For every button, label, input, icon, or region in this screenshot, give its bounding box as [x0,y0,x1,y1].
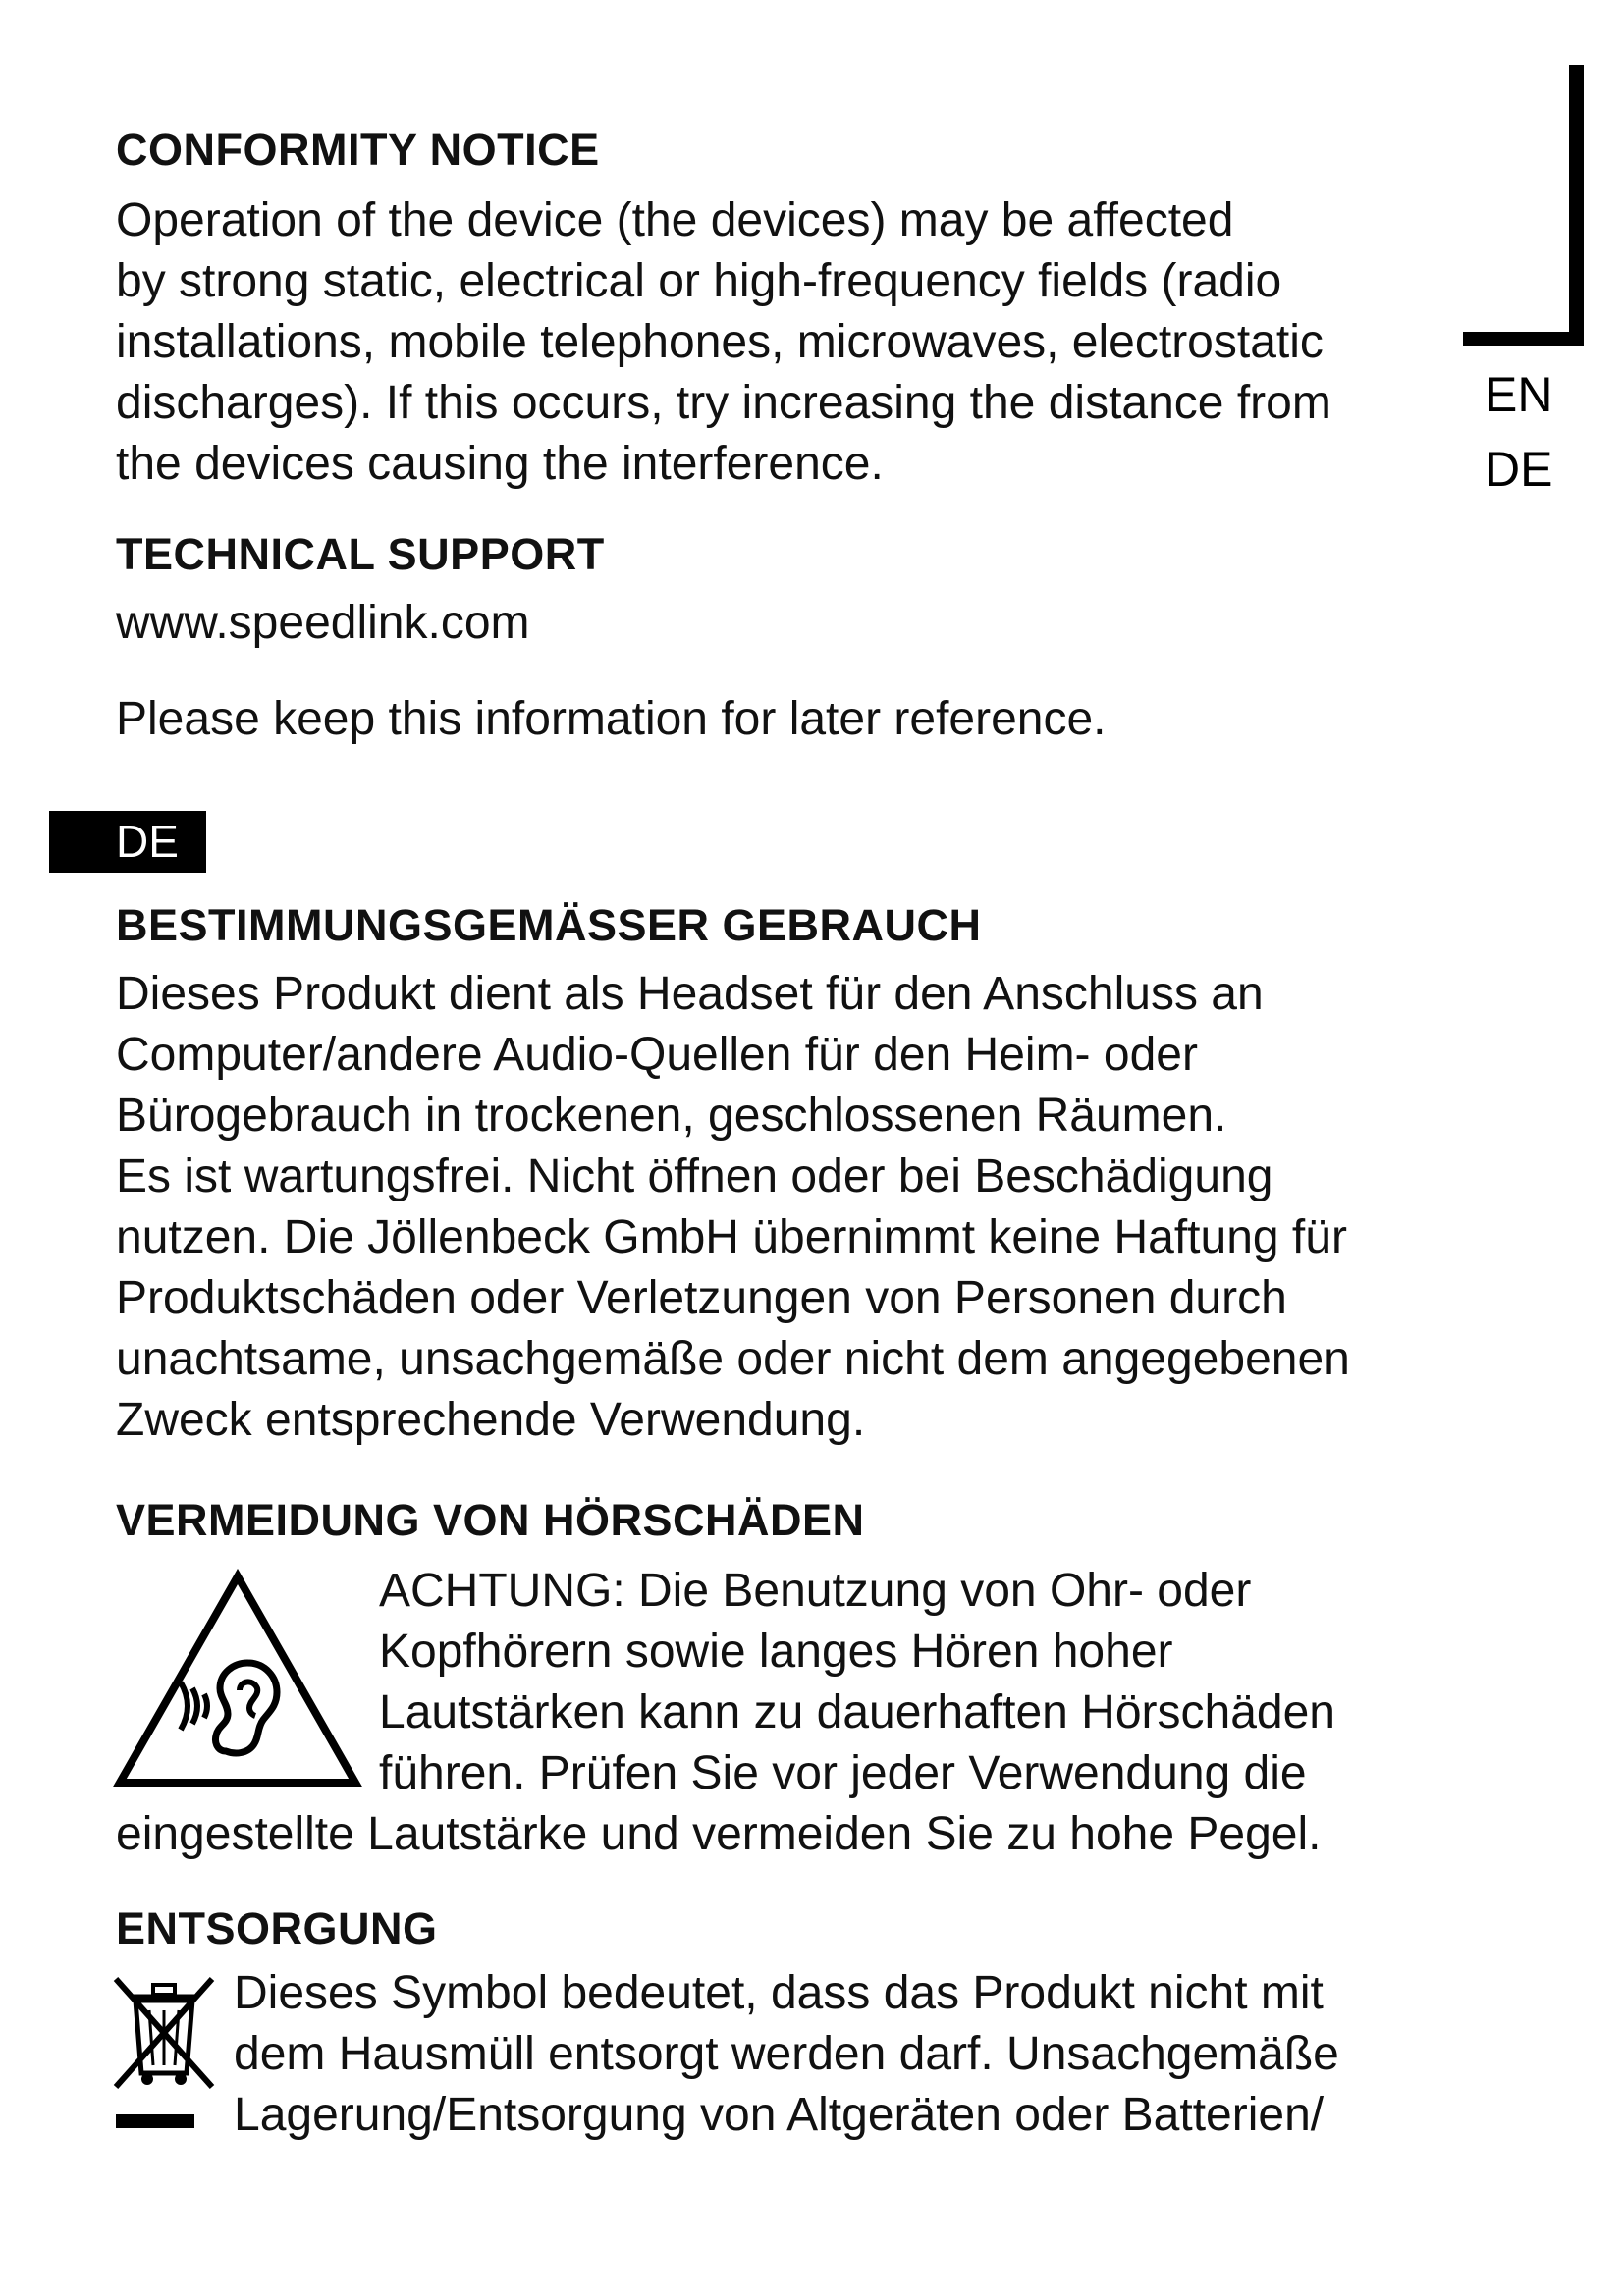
text-line: the devices causing the interference. [116,438,884,490]
side-lang-de: DE [1485,442,1553,497]
corner-marker-vertical [1569,65,1584,346]
text-line: Dieses Symbol bedeutet, dass das Produkt nicht mit [234,1967,1324,2019]
language-badge-de: DE [49,811,206,873]
text-line: installations, mobile telephones, microwaves, electrostatic [116,316,1324,368]
text-line: Operation of the device (the devices) may be affected [116,194,1234,246]
hearing-warning-icon [110,1569,365,1790]
disposal-heading: ENTSORGUNG [116,1903,438,1953]
conformity-heading: CONFORMITY NOTICE [116,125,600,175]
keep-note: Please keep this information for later reference. [116,693,1107,745]
text-line: führen. Prüfen Sie vor jeder Verwendung die [379,1747,1307,1799]
text-line: Dieses Produkt dient als Headset für den Anschluss an [116,968,1264,1020]
conformity-text [116,190,1331,495]
text-line: Zweck entsprechende Verwendung. [116,1394,866,1446]
text-line: discharges). If this occurs, try increasing the distance from [116,377,1331,429]
text-line: ACHTUNG: Die Benutzung von Ohr- oder [379,1565,1252,1617]
disposal-text [234,1963,1339,2146]
hearing-text [379,1561,1335,1804]
intended-use-heading: BESTIMMUNGSGEMÄSSER GEBRAUCH [116,900,982,950]
hearing-heading: VERMEIDUNG VON HÖRSCHÄDEN [116,1495,865,1545]
weee-crossed-bin-icon [110,1971,218,2138]
text-line: by strong static, electrical or high-frequency fields (radio [116,255,1282,307]
text-line: Kopfhörern sowie langes Hören hoher [379,1626,1173,1678]
text-line: Lautstärken kann zu dauerhaften Hörschäden [379,1686,1335,1738]
text-line: Bürogebrauch in trockenen, geschlossenen Räumen. [116,1090,1227,1142]
support-url: www.speedlink.com [116,597,530,649]
text-line: Lagerung/Entsorgung von Altgeräten oder Batterien/ [234,2089,1325,2141]
corner-marker-horizontal [1463,332,1584,346]
intended-use-text [116,964,1350,1451]
hearing-text-last: eingestellte Lautstärke und vermeiden Sie zu hohe Pegel. [116,1808,1322,1860]
text-line: Computer/andere Audio-Quellen für den Heim- oder [116,1029,1198,1081]
text-line: unachtsame, unsachgemäße oder nicht dem angegebenen [116,1333,1350,1385]
side-lang-en: EN [1485,367,1553,422]
text-line: nutzen. Die Jöllenbeck GmbH übernimmt keine Haftung für [116,1211,1347,1263]
text-line: dem Hausmüll entsorgt werden darf. Unsachgemäße [234,2028,1339,2080]
text-line: Es ist wartungsfrei. Nicht öffnen oder bei Beschädigung [116,1150,1273,1202]
text-line: Produktschäden oder Verletzungen von Personen durch [116,1272,1287,1324]
support-heading: TECHNICAL SUPPORT [116,529,605,579]
